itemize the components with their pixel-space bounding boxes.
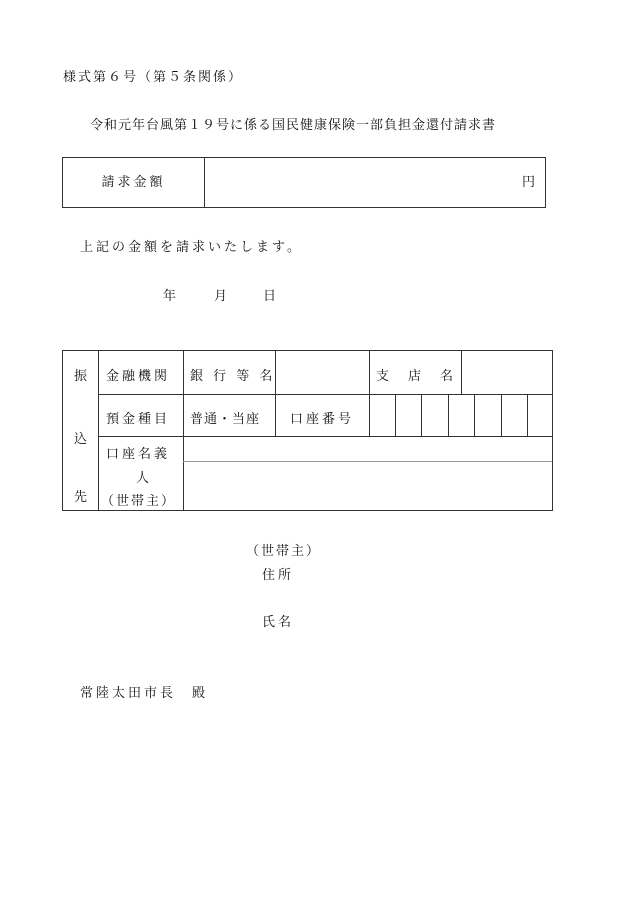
account-digit-divider	[501, 394, 502, 436]
bank-name-label: 銀 行 等 名	[190, 369, 276, 384]
address-label: 住所	[262, 568, 295, 583]
branch-name-label: 支 店 名	[376, 369, 457, 384]
amount-label: 請求金額	[63, 158, 205, 207]
account-holder-label-line2: 人	[136, 471, 153, 486]
deposit-type-options: 普通・当座	[190, 412, 261, 427]
account-digit-divider	[448, 394, 449, 436]
divider	[461, 351, 462, 394]
account-digit-divider	[421, 394, 422, 436]
date-year-label: 年	[163, 289, 177, 304]
divider	[98, 351, 99, 510]
account-holder-label-line1: 口座名義	[106, 447, 171, 462]
form-number: 様式第６号（第５条関係）	[63, 70, 244, 85]
form-title: 令和元年台風第１９号に係る国民健康保険一部負担金還付請求書	[90, 118, 497, 133]
side-label-komi: 込	[73, 432, 87, 447]
furigana-divider	[183, 461, 552, 462]
account-digit-divider	[395, 394, 396, 436]
side-label-furi: 振	[73, 369, 87, 384]
divider	[98, 436, 552, 437]
deposit-type-label: 預金種目	[106, 412, 171, 427]
amount-unit: 円	[521, 175, 535, 190]
account-digit-divider	[474, 394, 475, 436]
addressee: 常陸太田市長 殿	[80, 686, 209, 701]
account-holder-label-line3: （世帯主）	[101, 494, 177, 509]
amount-box	[62, 157, 546, 208]
account-digit-divider	[527, 394, 528, 436]
date-month-label: 月	[214, 289, 228, 304]
account-number-label: 口座番号	[290, 412, 355, 427]
bank-transfer-table	[62, 350, 553, 511]
request-statement: 上記の金額を請求いたします。	[80, 240, 303, 255]
financial-institution-label: 金融機関	[106, 369, 171, 384]
name-label: 氏名	[262, 615, 295, 630]
divider	[183, 351, 184, 510]
divider	[98, 394, 552, 395]
date-day-label: 日	[263, 289, 277, 304]
side-label-saki: 先	[73, 490, 87, 505]
household-head-label: （世帯主）	[246, 544, 322, 559]
